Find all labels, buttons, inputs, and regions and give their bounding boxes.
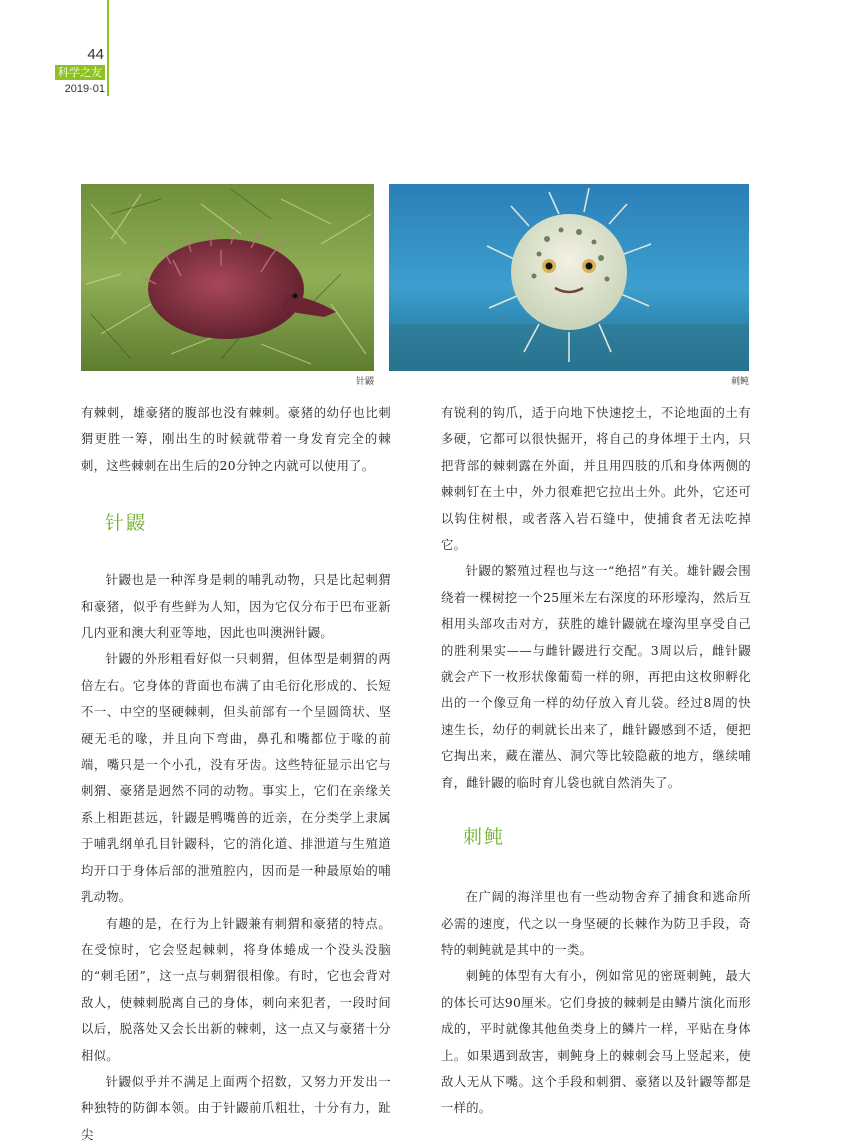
echidna-photo [81,184,374,371]
magazine-name-badge: 科学之友 [55,65,105,80]
right-column [441,400,751,1122]
right-intro-paragraph: 有锐利的钩爪，适于向地下快速挖土，不论地面的土有多硬，它都可以很快掘开，将自己的身体埋于土内，只把背部的棘刺露在外面，并且用四肢的爪和身体两侧的棘刺钉在土中，外力很难把它拉出土外。此外，它还可以钩住树根，或者落入岩石缝中，使捕食者无法吃掉它。 [441,406,751,553]
echidna-paragraph-2: 针鼹的外形粗看好似一只刺猬，但体型是刺猬的两倍左右。它身体的背面也布满了由毛衍化形成的、长短不一、中空的坚硬棘刺，但头前部有一个呈圆筒状、坚硬无毛的喙，并且向下弯曲，鼻孔和嘴都位于喙的前端，嘴只是一个小孔，没有牙齿。这些特征显示出它与刺猬、豪猪是迥然不同的动物。事实上，它们在亲缘关系上相距甚远，针鼹是鸭嘴兽的近亲，在分类学上隶属于哺乳纲单孔目针鼹科，它的消化道、排泄道与生殖道均开口于身体后部的泄殖腔内，因而是一种最原始的哺乳动物。 [81,652,391,905]
pufferfish-paragraph-1: 在广阔的海洋里也有一些动物舍弃了捕食和逃命所必需的速度，代之以一身坚硬的长棘作为防卫手段，奇特的刺鲀就是其中的一类。 [441,890,751,957]
issue-date: 2019·01 [64,83,105,95]
pufferfish-caption: 刺鲀 [730,377,749,387]
left-intro-paragraph: 有棘刺，雄豪猪的腹部也没有棘刺。豪猪的幼仔也比刺猬更胜一筹，刚出生的时候就带着一身发育完全的棘刺，这些棘刺在出生后的20分钟之内就可以使用了。 [81,406,391,473]
section-heading-pufferfish: 刺鲀 [463,826,506,849]
pufferfish-paragraph-2: 刺鲀的体型有大有小，例如常见的密斑刺鲀，最大的体长可达90厘米。它们身披的棘刺是由鳞片演化而形成的，平时就像其他鱼类身上的鳞片一样，平贴在身体上。如果遇到敌害，刺鲀身上的棘刺会马上竖起来，使敌人无从下嘴。这个手段和刺猬、豪猪以及针鼹等都是一样的。 [441,969,751,1116]
section-heading-echidna: 针鼹 [105,512,148,535]
echidna-paragraph-1: 针鼹也是一种浑身是刺的哺乳动物，只是比起刺猬和豪猪，似乎有些鲜为人知，因为它仅分布于巴布亚新几内亚和澳大利亚等地，因此也叫澳洲针鼹。 [81,573,391,641]
echidna-paragraph-4: 针鼹似乎并不满足上面两个招数，又努力开发出一种独特的防御本领。由于针鼹前爪粗壮，十分有力，趾尖 [81,1074,391,1142]
echidna-paragraph-3: 有趣的是，在行为上针鼹兼有刺猬和豪猪的特点。在受惊时，它会竖起棘刺，将身体蜷成一个没头没脑的“刺毛团”，这一点与刺猬很相像。有时，它也会背对敌人，使棘刺脱离自己的身体，刺向来犯者，一段时间以后，脱落处又会长出新的棘刺，这一点又与豪猪十分相似。 [81,916,391,1063]
left-column [81,400,391,1148]
echidna-breeding-paragraph: 针鼹的繁殖过程也与这一“绝招”有关。雄针鼹会围绕着一棵树挖一个25厘米左右深度的环形壕沟，然后互相用头部攻击对方，获胜的雄针鼹就在壕沟里享受自己的胜利果实——与雌针鼹进行交配。3周以后，雌针鼹就会产下一枚形状像葡萄一样的卵，再把由这枚卵孵化出的一个像豆角一样的幼仔放入育儿袋。经过8周的快速生长，幼仔的刺就长出来了，雌针鼹感到不适，便把它掏出来，藏在灌丛、洞穴等比较隐蔽的地方，继续哺育，雌针鼹的临时育儿袋也就自然消失了。 [441,564,751,790]
page-number: 44 [87,46,104,63]
echidna-caption: 针鼹 [355,377,374,387]
pufferfish-photo [389,184,749,371]
header-divider-line [107,0,109,96]
